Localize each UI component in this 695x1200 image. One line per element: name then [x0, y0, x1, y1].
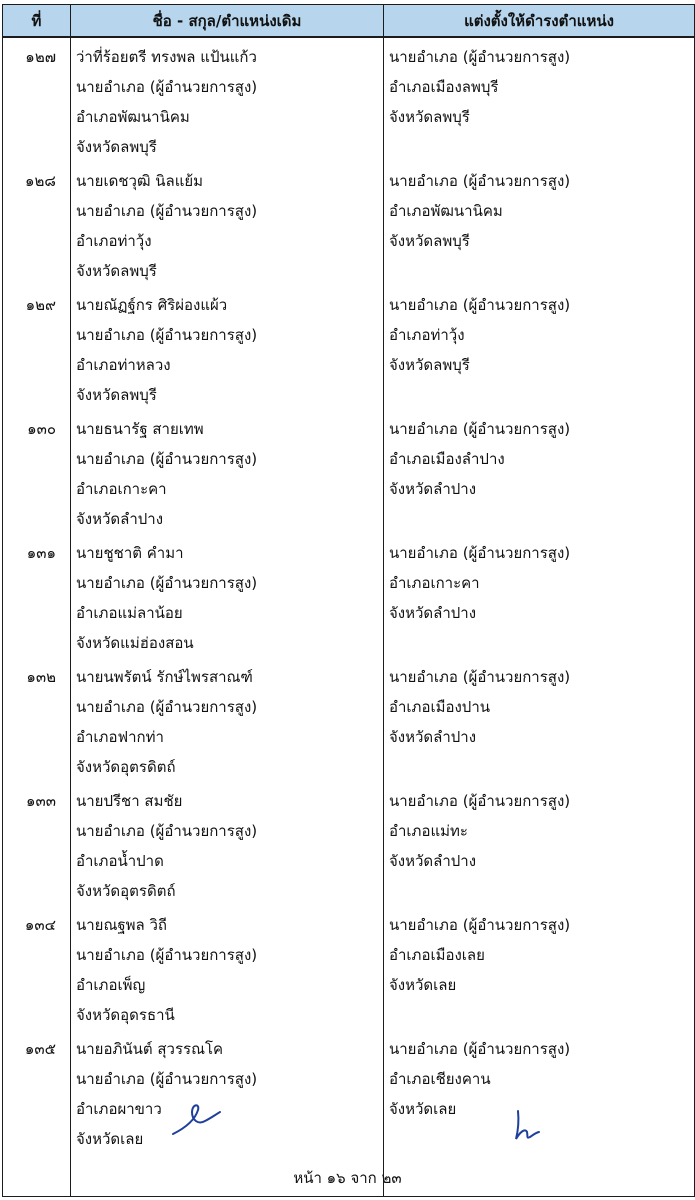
previous-position-cell	[71, 162, 384, 286]
appointed-position-cell	[384, 286, 695, 410]
previous-position-cell	[71, 906, 384, 1030]
previous-position-line: อำเภอท่าวุ้ง	[76, 232, 152, 250]
row-number: ๑๒๘	[3, 162, 71, 286]
appointed-position-line: นายอำเภอ (ผู้อำนวยการสูง)	[389, 420, 571, 438]
previous-position-line: นายปรีชา สมชัย	[76, 792, 183, 810]
appointed-position-line: นายอำเภอ (ผู้อำนวยการสูง)	[389, 296, 571, 314]
previous-position-line: นายอำเภอ (ผู้อำนวยการสูง)	[76, 1070, 258, 1088]
previous-position-line: จังหวัดลพบุรี	[76, 138, 157, 156]
table-row	[3, 534, 695, 658]
previous-position-line: นายณฐพล วิถี	[76, 916, 168, 934]
appointed-position-line: นายอำเภอ (ผู้อำนวยการสูง)	[389, 1040, 571, 1058]
appointed-position-line: จังหวัดลพบุรี	[389, 232, 470, 250]
previous-position-line: จังหวัดเลย	[76, 1130, 144, 1148]
appointed-position-line: นายอำเภอ (ผู้อำนวยการสูง)	[389, 48, 571, 66]
appointed-position-line: นายอำเภอ (ผู้อำนวยการสูง)	[389, 668, 571, 686]
row-number: ๑๓๔	[3, 906, 71, 1030]
appointed-position-line: อำเภอแม่ทะ	[389, 822, 468, 840]
appointed-position-line: นายอำเภอ (ผู้อำนวยการสูง)	[389, 916, 571, 934]
previous-position-line: จังหวัดลพบุรี	[76, 262, 157, 280]
appointed-position-line: จังหวัดลำปาง	[389, 852, 477, 870]
table-header-row	[3, 5, 695, 38]
previous-position-line: นายอำเภอ (ผู้อำนวยการสูง)	[76, 822, 258, 840]
header-appointed-position: แต่งตั้งให้ดำรงตำแหน่ง	[384, 5, 695, 38]
table-row	[3, 1030, 695, 1154]
previous-position-cell	[71, 286, 384, 410]
table-row	[3, 37, 695, 162]
previous-position-cell	[71, 410, 384, 534]
table-row	[3, 658, 695, 782]
signature-initial-right	[508, 1105, 548, 1145]
previous-position-line: นายอำเภอ (ผู้อำนวยการสูง)	[76, 326, 258, 344]
appointed-position-cell	[384, 162, 695, 286]
previous-position-cell	[71, 1030, 384, 1154]
appointed-position-cell	[384, 534, 695, 658]
previous-position-cell	[71, 534, 384, 658]
appointed-position-line: อำเภอเมืองปาน	[389, 698, 491, 716]
previous-position-line: นายอำเภอ (ผู้อำนวยการสูง)	[76, 946, 258, 964]
previous-position-line: อำเภอแม่ลาน้อย	[76, 604, 183, 622]
row-number: ๑๓๑	[3, 534, 71, 658]
appointed-position-cell	[384, 410, 695, 534]
previous-position-line: นายเดชวุฒิ นิลแย้ม	[76, 172, 204, 190]
previous-position-line: จังหวัดอุตรดิตถ์	[76, 882, 176, 900]
appointed-position-line: นายอำเภอ (ผู้อำนวยการสูง)	[389, 792, 571, 810]
appointed-position-line: จังหวัดลพบุรี	[389, 108, 470, 126]
appointed-position-line: อำเภอเชียงคาน	[389, 1070, 491, 1088]
previous-position-line: จังหวัดลพบุรี	[76, 386, 157, 404]
previous-position-line: จังหวัดแม่ฮ่องสอน	[76, 634, 194, 652]
appointed-position-cell	[384, 37, 695, 162]
appointment-table	[2, 4, 695, 1197]
appointed-position-line: จังหวัดลำปาง	[389, 728, 477, 746]
table-row	[3, 286, 695, 410]
appointed-position-line: นายอำเภอ (ผู้อำนวยการสูง)	[389, 544, 571, 562]
appointed-position-line: จังหวัดลำปาง	[389, 604, 477, 622]
previous-position-line: นายอำเภอ (ผู้อำนวยการสูง)	[76, 450, 258, 468]
table-row	[3, 906, 695, 1030]
previous-position-line: ว่าที่ร้อยตรี ทรงพล แป้นแก้ว	[76, 48, 257, 66]
appointed-position-line: อำเภอท่าวุ้ง	[389, 326, 465, 344]
appointed-position-line: อำเภอพัฒนานิคม	[389, 202, 503, 220]
row-number: ๑๓๓	[3, 782, 71, 906]
table-row	[3, 162, 695, 286]
appointed-position-line: จังหวัดเลย	[389, 976, 457, 994]
previous-position-cell	[71, 37, 384, 162]
previous-position-line: อำเภอผาขาว	[76, 1100, 162, 1118]
appointed-position-cell	[384, 906, 695, 1030]
previous-position-line: นายอำเภอ (ผู้อำนวยการสูง)	[76, 698, 258, 716]
appointed-position-line: อำเภอเมืองลำปาง	[389, 450, 505, 468]
table-row	[3, 410, 695, 534]
previous-position-line: อำเภอน้ำปาด	[76, 852, 164, 870]
previous-position-line: จังหวัดอุดรธานี	[76, 1006, 175, 1024]
previous-position-line: จังหวัดลำปาง	[76, 510, 164, 528]
previous-position-line: อำเภอฟากท่า	[76, 728, 164, 746]
header-number: ที่	[3, 5, 71, 38]
previous-position-line: อำเภอเพ็ญ	[76, 976, 146, 994]
previous-position-line: นายอำเภอ (ผู้อำนวยการสูง)	[76, 202, 258, 220]
row-number: ๑๓๕	[3, 1030, 71, 1154]
row-number: ๑๓๐	[3, 410, 71, 534]
previous-position-line: อำเภอท่าหลวง	[76, 356, 171, 374]
page-number-footer: หน้า ๑๖ จาก ๒๓	[293, 1169, 402, 1187]
previous-position-line: นายนพรัตน์ รักษ์ไพรสาณฑ์	[76, 668, 253, 686]
table-body	[3, 37, 695, 1197]
row-number: ๑๓๒	[3, 658, 71, 782]
appointed-position-line: นายอำเภอ (ผู้อำนวยการสูง)	[389, 172, 571, 190]
appointed-position-cell	[384, 658, 695, 782]
appointed-position-line: จังหวัดลพบุรี	[389, 356, 470, 374]
appointed-position-cell	[384, 782, 695, 906]
appointed-position-line: อำเภอเมืองเลย	[389, 946, 485, 964]
previous-position-line: นายชูชาติ คำมา	[76, 544, 184, 562]
previous-position-cell	[71, 658, 384, 782]
header-previous-position: ชื่อ - สกุล/ตำแหน่งเดิม	[71, 5, 384, 38]
row-number: ๑๒๗	[3, 37, 71, 162]
row-number: ๑๒๙	[3, 286, 71, 410]
previous-position-line: จังหวัดอุตรดิตถ์	[76, 758, 176, 776]
previous-position-line: อำเภอพัฒนานิคม	[76, 108, 190, 126]
appointed-position-line: อำเภอเมืองลพบุรี	[389, 78, 499, 96]
table-row	[3, 782, 695, 906]
previous-position-line: นายอำเภอ (ผู้อำนวยการสูง)	[76, 574, 258, 592]
appointed-position-line: จังหวัดลำปาง	[389, 480, 477, 498]
previous-position-line: นายอำเภอ (ผู้อำนวยการสูง)	[76, 78, 258, 96]
previous-position-line: นายธนารัฐ สายเทพ	[76, 420, 204, 438]
previous-position-line: อำเภอเกาะคา	[76, 480, 167, 498]
previous-position-cell	[71, 782, 384, 906]
previous-position-line: นายณัฏฐ์กร ศิริผ่องแผ้ว	[76, 296, 228, 314]
appointed-position-line: จังหวัดเลย	[389, 1100, 457, 1118]
signature-initial-left	[165, 1098, 225, 1140]
appointed-position-line: อำเภอเกาะคา	[389, 574, 480, 592]
previous-position-line: นายอภินันต์ สุวรรณโค	[76, 1040, 224, 1058]
